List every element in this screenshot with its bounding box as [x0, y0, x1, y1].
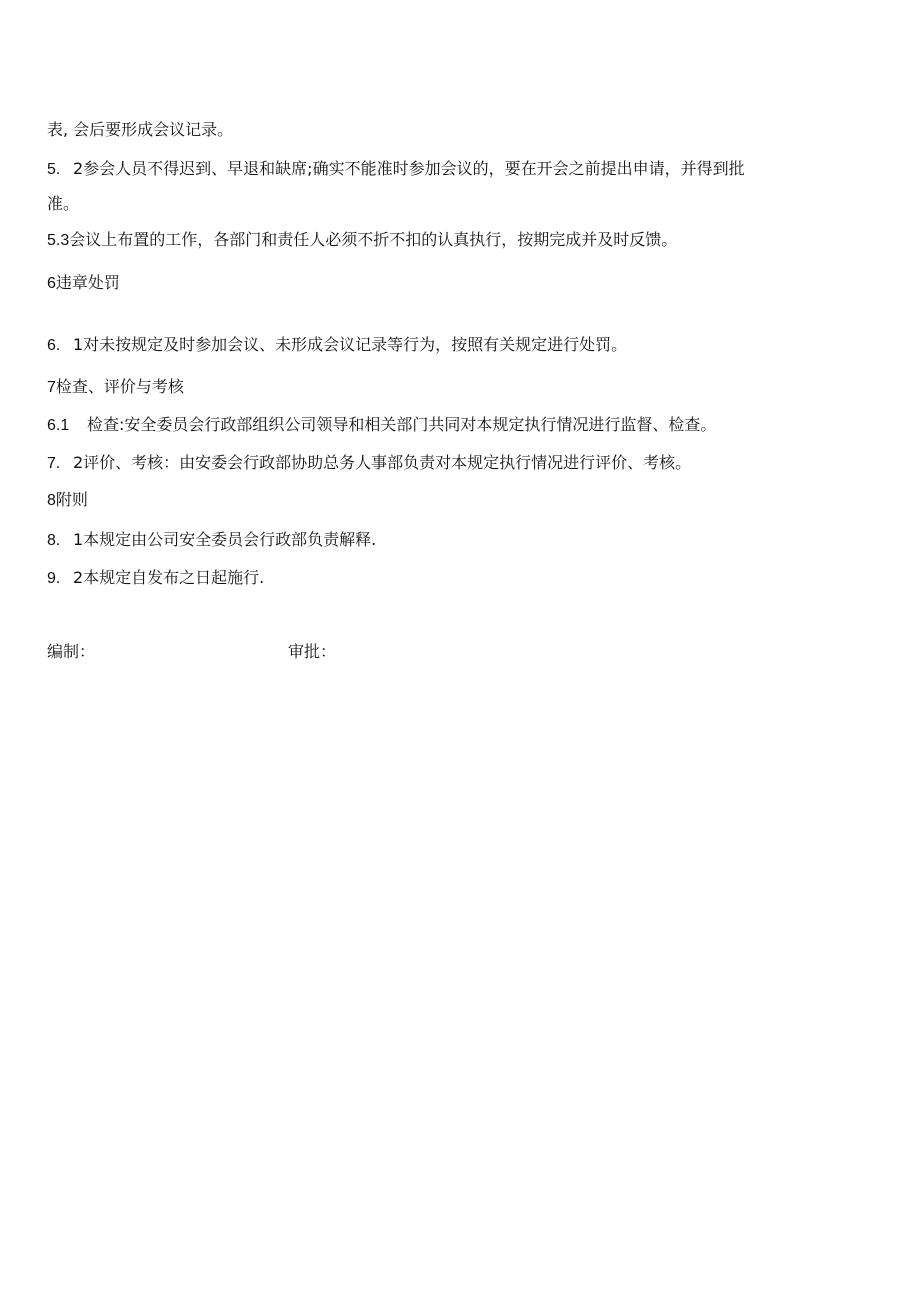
section-6-heading [47, 272, 120, 295]
line-number: 8 [47, 492, 56, 509]
line-number: 7. [47, 455, 61, 472]
line-text: 会议上布置的工作，各部门和责任人必须不折不扣的认真执行，按期完成并及时反馈。 [69, 230, 678, 249]
line-number: 6.1 [47, 417, 70, 434]
line-text: 2参会人员不得迟到、早退和缺席;确实不能准时参加会议的，要在开会之前提出申请，并得到批 [73, 159, 745, 178]
clause-6-1 [47, 334, 627, 357]
line-number: 6 [47, 275, 56, 292]
line-text: 违章处罚 [55, 273, 120, 292]
text-line-continuation [47, 119, 233, 141]
clause-7-1 [47, 414, 716, 437]
line-number: 5.3 [47, 232, 70, 249]
approved-by-label: 审批： [288, 642, 337, 661]
line-text: 检查、评价与考核 [55, 377, 184, 396]
line-text: 1本规定由公司安全委员会行政部负责解释. [73, 530, 377, 549]
line-text: 表, 会后要形成会议记录。 [47, 120, 234, 139]
clause-5-2 [47, 158, 745, 181]
line-text: 准。 [47, 194, 80, 213]
line-number: 5. [47, 161, 61, 178]
clause-7-2 [47, 452, 691, 475]
clause-8-1 [47, 529, 376, 552]
line-text: 附则 [55, 490, 88, 509]
line-number: 6. [47, 337, 61, 354]
clause-5-3 [47, 229, 677, 252]
clause-8-2 [47, 567, 264, 590]
clause-5-2-continued [47, 193, 79, 215]
section-7-heading [47, 376, 184, 399]
line-text: 2评价、考核：由安委会行政部协助总务人事部负责对本规定执行情况进行评价、考核。 [73, 453, 692, 472]
compiled-by-label: 编制： [47, 642, 96, 661]
line-text: 2本规定自发布之日起施行. [73, 568, 265, 587]
line-number: 7 [47, 379, 56, 396]
section-8-heading [47, 489, 88, 512]
line-text: 检查:安全委员会行政部组织公司领导和相关部门共同对本规定执行情况进行监督、检查。 [87, 415, 717, 434]
line-number: 9. [47, 570, 61, 587]
line-text: 1对未按规定及时参加会议、未形成会议记录等行为，按照有关规定进行处罚。 [73, 335, 628, 354]
line-number: 8. [47, 532, 61, 549]
